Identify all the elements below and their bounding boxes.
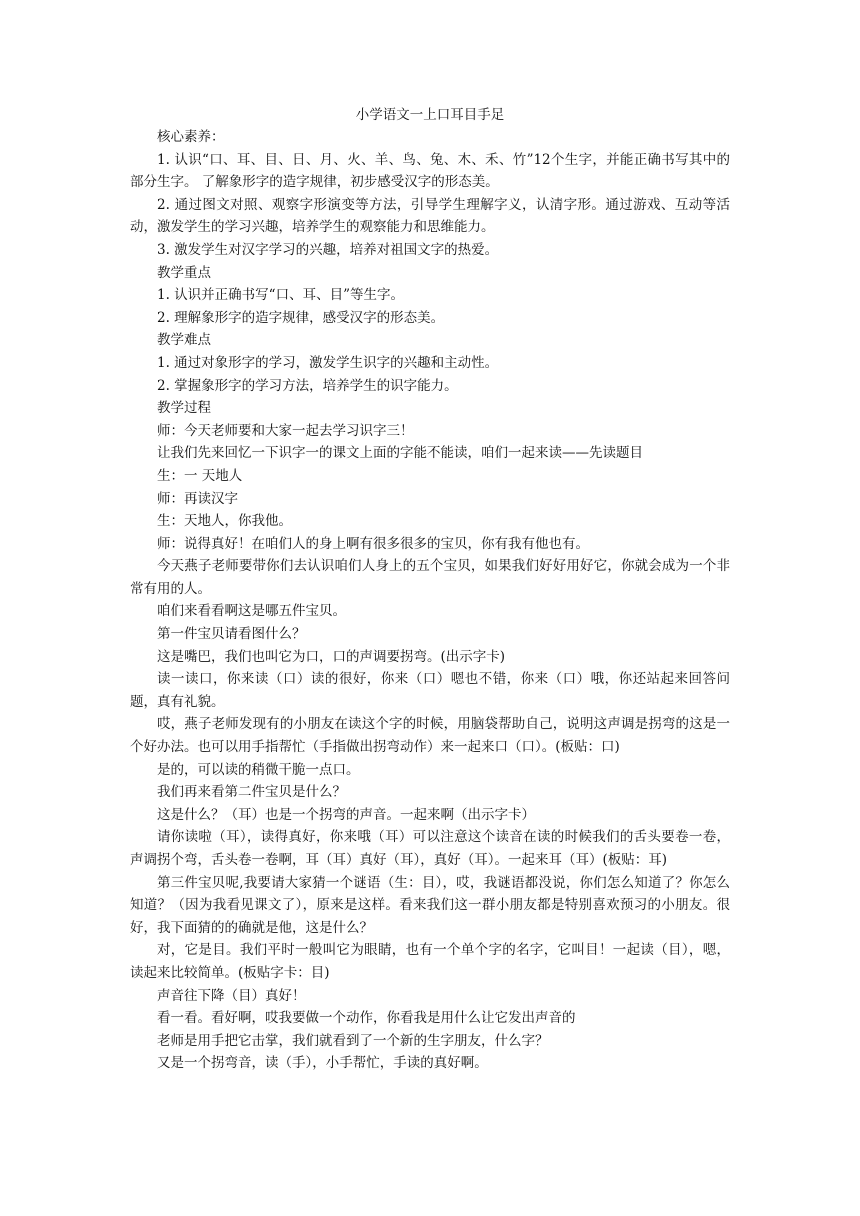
document-title: 小学语文一上口耳目手足 xyxy=(355,107,505,123)
paragraph: 3. 激发学生对汉字学习的兴趣，培养对祖国文字的热爱。 xyxy=(157,241,499,258)
paragraph: 请你读啦（耳），读得真好，你来哦（耳）可以注意这个读音在读的时候我们的舌头要卷一卷，声调拐个弯，舌头卷一卷啊，耳（耳）真好（耳），真好（耳）。一起来耳（耳）(板贴：耳) xyxy=(130,829,730,868)
paragraph: 咱们来看看啊这是哪五件宝贝。 xyxy=(157,603,346,620)
paragraph: 第一件宝贝请看图什么？ xyxy=(157,626,306,643)
paragraph: 生：一 天地人 xyxy=(157,467,243,484)
paragraph: 2. 理解象形字的造字规律，感受汉字的形态美。 xyxy=(157,309,445,326)
paragraph: 哎，燕子老师发现有的小朋友在读这个字的时候，用脑袋帮助自己，说明这声调是拐弯的这是一个好办法。也可以用手指帮忙（手指做出拐弯动作）来一起来口（口）。(板贴：口) xyxy=(130,716,730,756)
paragraph: 今天燕子老师要带你们去认识咱们人身上的五个宝贝，如果我们好好用好它，你就会成为一个非常有用的人。 xyxy=(130,558,730,597)
paragraph: 教学重点 xyxy=(157,264,211,281)
paragraph: 师：说得真好！在咱们人的身上啊有很多很多的宝贝，你有我有他也有。 xyxy=(157,535,589,552)
paragraph-list xyxy=(130,126,730,1075)
paragraph: 第三件宝贝呢,我要请大家猜一个谜语（生：目），哎，我谜语都没说，你们怎么知道了？你怎么知道？（因为我看见课文了），原来是这样。看来我们这一群小朋友都是特别喜欢预习的小朋友。很好，我下面猜的的确就是他，这是什么？ xyxy=(130,874,730,936)
document-body xyxy=(130,104,730,1075)
paragraph: 看一看。看好啊，哎我要做一个动作，你看我是用什么让它发出声音的 xyxy=(157,1010,576,1027)
paragraph: 读一读口，你来读（口）读的很好，你来（口）嗯也不错，你来（口）哦，你还站起来回答问题，真有礼貌。 xyxy=(130,671,730,710)
paragraph: 是的，可以读的稍微干脆一点口。 xyxy=(157,761,360,778)
paragraph: 核心素养： xyxy=(157,129,225,145)
paragraph: 生：天地人，你我他。 xyxy=(157,513,292,530)
paragraph: 2. 掌握象形字的学习方法，培养学生的识字能力。 xyxy=(157,377,458,394)
paragraph: 这是嘴巴，我们也叫它为口，口的声调要拐弯。(出示字卡) xyxy=(157,648,506,665)
paragraph: 让我们先来回忆一下识字一的课文上面的字能不能读，咱们一起来读——先读题目 xyxy=(157,445,643,462)
paragraph: 师：今天老师要和大家一起去学习识字三！ xyxy=(157,422,414,439)
paragraph: 教学难点 xyxy=(157,332,211,349)
paragraph: 1. 认识“口、耳、目、日、月、火、羊、鸟、兔、木、禾、竹”12个生字，并能正确书写其中的部分生字。 了解象形字的造字规律，初步感受汉字的形态美。 xyxy=(130,151,730,191)
paragraph: 又是一个拐弯音，读（手），小手帮忙，手读的真好啊。 xyxy=(157,1055,488,1072)
paragraph: 我们再来看第二件宝贝是什么？ xyxy=(157,784,346,801)
paragraph: 对，它是目。我们平时一般叫它为眼睛，也有一个单个字的名字，它叫目！一起读（目），嗯，读起来比较简单。(板贴字卡：目) xyxy=(130,942,730,981)
paragraph: 1. 通过对象形字的学习，激发学生识字的兴趣和主动性。 xyxy=(157,354,499,371)
paragraph: 老师是用手把它击掌，我们就看到了一个新的生字朋友，什么字？ xyxy=(157,1032,549,1049)
paragraph: 师：再读汉字 xyxy=(157,490,238,507)
paragraph: 1. 认识并正确书写“口、耳、目”等生字。 xyxy=(157,287,404,304)
paragraph: 2. 通过图文对照、观察字形演变等方法，引导学生理解字义，认清字形。通过游戏、互动等活动，激发学生的学习兴趣，培养学生的观察能力和思维能力。 xyxy=(130,196,730,236)
paragraph: 这是什么？（耳）也是一个拐弯的声音。一起来啊（出示字卡） xyxy=(157,806,535,823)
paragraph: 声音往下降（目）真好！ xyxy=(157,987,306,1004)
paragraph: 教学过程 xyxy=(157,400,211,417)
